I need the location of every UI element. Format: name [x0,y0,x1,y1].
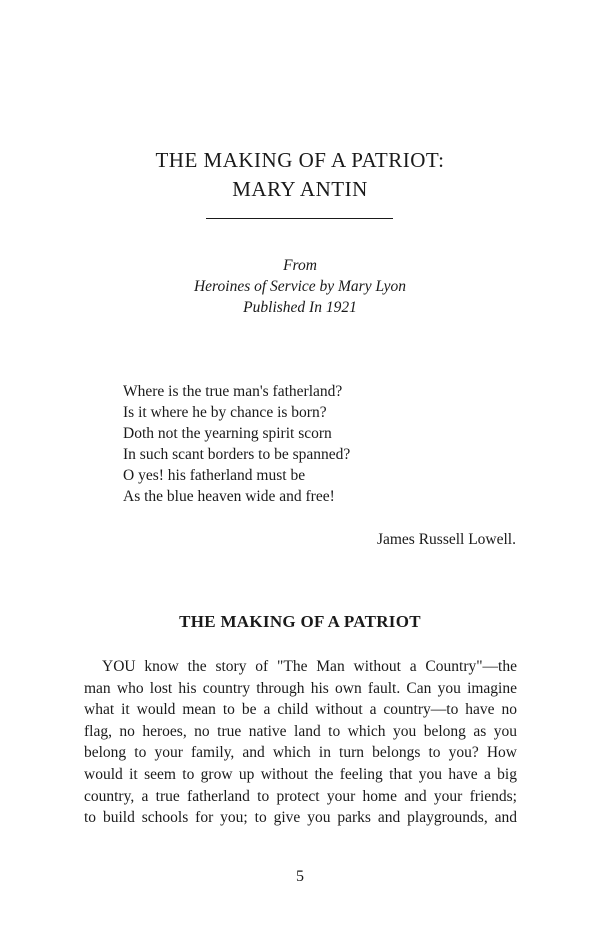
poem-line: As the blue heaven wide and free! [123,488,335,505]
chapter-title-line-1: THE MAKING OF A PATRIOT: [155,148,445,172]
source-published: Published In 1921 [243,299,357,316]
source-book: Heroines of Service by Mary Lyon [193,278,407,295]
title-divider [206,218,393,219]
poem-line: Is it where he by chance is born? [123,404,327,421]
section-heading: THE MAKING OF A PATRIOT [179,612,421,631]
body-line: would it seem to grow up without the feeling that you have a big [84,765,517,783]
poem-line: In such scant borders to be spanned? [123,446,351,463]
body-paragraph [84,656,517,829]
poem-line: Doth not the yearning spirit scorn [123,425,332,442]
body-line: flag, no heroes, no true native land to which you belong as you [84,722,517,740]
body-line: what it would mean to be a child without a country—to have no [84,701,517,719]
source-note [0,255,600,318]
poem-line: O yes! his fatherland must be [123,467,306,484]
poem-attribution: James Russell Lowell. [376,531,516,548]
poem-line: Where is the true man's fatherland? [123,383,343,400]
source-from: From [283,257,317,274]
chapter-title [0,146,600,204]
body-line: belong to your family, and which in turn belongs to you? How [84,744,517,762]
epigraph-poem [123,381,350,507]
body-line: YOU know the story of "The Man without a Country"—the [102,658,517,675]
chapter-title-line-2: MARY ANTIN [232,177,368,201]
body-line: country, a true fatherland to protect your home and your friends; [84,787,517,805]
body-line: to build schools for you; to give you parks and playgrounds, and [84,809,517,827]
body-line: man who lost his country through his own fault. Can you imagine [84,679,517,697]
page-number: 5 [296,868,304,885]
